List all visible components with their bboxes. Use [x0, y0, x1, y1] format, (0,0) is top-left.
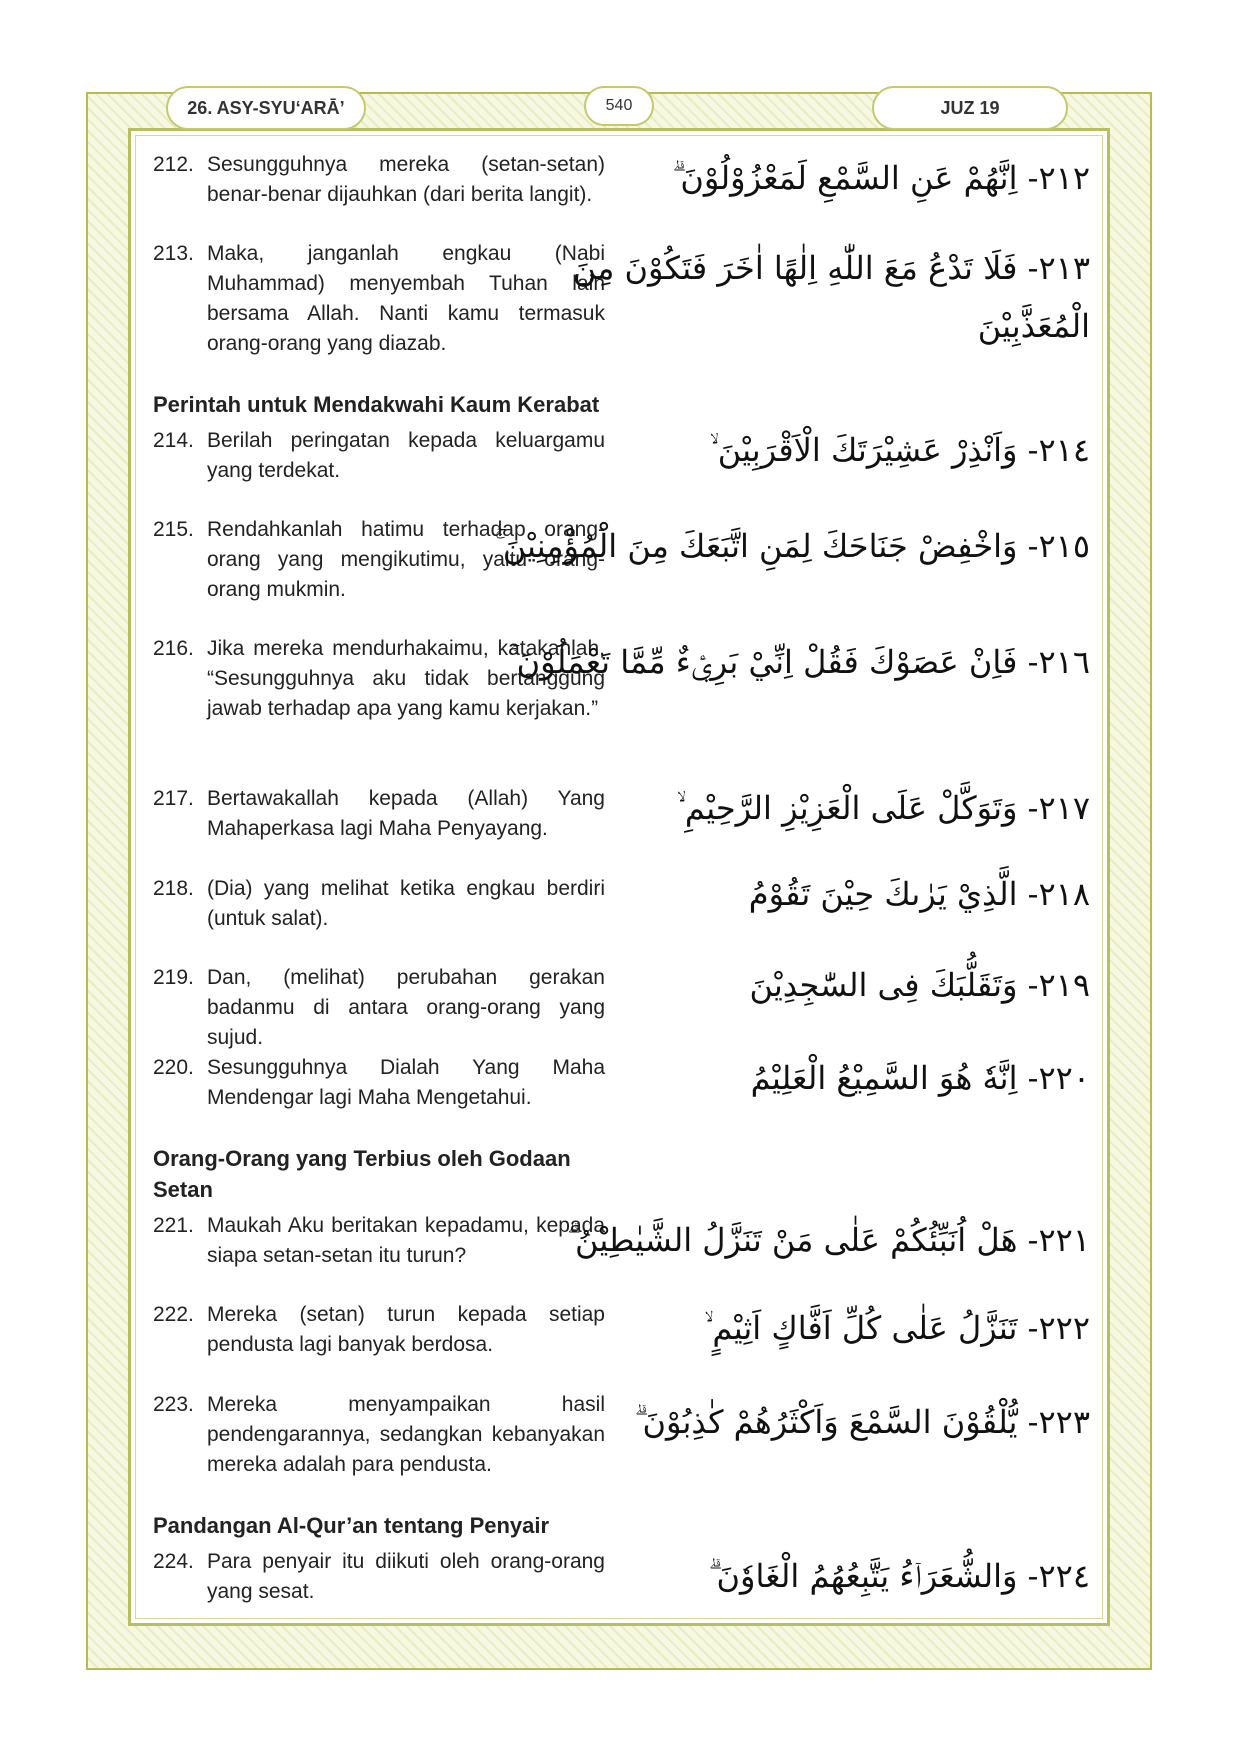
verse-translation: Sesungguhnya Dialah Yang Maha Mendengar lagi Maha Mengetahui. — [207, 1056, 605, 1109]
verse-arabic: ٢١٤- وَاَنْذِرْ عَشِيْرَتَكَ الْاَقْرَبِيْنَ ۙ — [709, 431, 1090, 469]
verse-arabic: ٢١٧- وَتَوَكَّلْ عَلَى الْعَزِيْزِ الرَّحِيْمِ ۙ — [676, 789, 1090, 827]
verse-arabic-continued: الْمُعَذَّبِيْنَ — [977, 307, 1090, 345]
verse-arabic: ٢١٨- الَّذِيْ يَرٰىكَ حِيْنَ تَقُوْمُ — [748, 875, 1090, 913]
verse-arabic: ٢٢٤- وَالشُّعَرَاۤءُ يَتَّبِعُهُمُ الْغَاوٗنَ ۗ — [708, 1557, 1090, 1595]
section-heading: Orang-Orang yang Terbius oleh Godaan Setan — [153, 1146, 571, 1202]
verse-number: 216. — [153, 637, 194, 660]
verse-number: 220. — [153, 1056, 194, 1079]
verse-arabic: ٢٢٢- تَنَزَّلُ عَلٰى كُلِّ اَفَّاكٍ اَثِيْمٍ ۙ — [704, 1309, 1090, 1347]
verse-number: 224. — [153, 1550, 194, 1573]
verse-number: 217. — [153, 787, 194, 810]
verse-arabic: ٢٢٠- اِنَّهٗ هُوَ السَّمِيْعُ الْعَلِيْمُ — [750, 1059, 1090, 1097]
verse-translation: Bertawakallah kepada (Allah) Yang Mahaperkasa lagi Maha Penyayang. — [207, 787, 605, 840]
verse-translation: Mereka (setan) turun kepada setiap pendusta lagi banyak berdosa. — [207, 1303, 605, 1356]
verse-number: 215. — [153, 518, 194, 541]
verse-number: 221. — [153, 1214, 194, 1237]
section-heading: Pandangan Al-Qur’an tentang Penyair — [153, 1513, 550, 1538]
verse-number: 212. — [153, 153, 194, 176]
surah-title: 26. ASY-SYU‘ARĀ’ — [166, 86, 366, 130]
verse-number: 213. — [153, 242, 194, 265]
verse-arabic: ٢١٥- وَاخْفِضْ جَنَاحَكَ لِمَنِ اتَّبَعَكَ مِنَ الْمُؤْمِنِيْنَ ۚ — [494, 527, 1090, 565]
verse-translation: Maukah Aku beritakan kepadamu, kepada siapa setan-setan itu turun? — [207, 1214, 605, 1267]
verse-number: 219. — [153, 966, 194, 989]
verse-arabic: ٢٢١- هَلْ اُنَبِّئُكُمْ عَلٰى مَنْ تَنَزَّلُ الشَّيٰطِيْنُ ۗ — [566, 1221, 1090, 1259]
verse-translation: Dan, (melihat) perubahan gerakan badanmu di antara orang-orang yang sujud. — [207, 966, 605, 1049]
verse-arabic: ٢١٦- فَاِنْ عَصَوْكَ فَقُلْ اِنِّيْ بَرِيْۤءٌ مِّمَّا تَعْمَلُوْنَ ۚ — [508, 643, 1090, 681]
verse-arabic: ٢١٢- اِنَّهُمْ عَنِ السَّمْعِ لَمَعْزُوْلُوْنَ ۗ — [672, 159, 1090, 197]
verse-translation: Maka, janganlah engkau (Nabi Muhammad) menyembah Tuhan lain bersama Allah. Nanti kamu termasuk orang-orang yang diazab. — [207, 242, 605, 355]
verse-translation: Jika mereka mendurhakaimu, katakanlah, “Sesungguhnya aku tidak bertanggung jawab terhadap apa yang kamu kerjakan.” — [207, 637, 605, 720]
verse-translation: Sesungguhnya mereka (setan-setan) benar-benar dijauhkan (dari berita langit). — [207, 153, 605, 206]
verse-translation: Rendahkanlah hatimu terhadap orang-orang yang mengikutimu, yaitu orang-orang mukmin. — [207, 518, 605, 601]
verse-arabic: ٢١٣- فَلَا تَدْعُ مَعَ اللّٰهِ اِلٰهًا اٰخَرَ فَتَكُوْنَ مِنَ — [572, 249, 1090, 287]
verse-arabic: ٢٢٣- يُّلْقُوْنَ السَّمْعَ وَاَكْثَرُهُمْ كٰذِبُوْنَ ۗ — [634, 1403, 1090, 1441]
verse-translation: (Dia) yang melihat ketika engkau berdiri (untuk salat). — [207, 877, 605, 930]
verse-number: 223. — [153, 1393, 194, 1416]
section-heading: Perintah untuk Mendakwahi Kaum Kerabat — [153, 392, 600, 417]
verse-translation: Berilah peringatan kepada keluargamu yang terdekat. — [207, 429, 605, 482]
verse-arabic: ٢١٩- وَتَقَلُّبَكَ فِى السّٰجِدِيْنَ — [749, 966, 1090, 1004]
verse-translation: Mereka menyampaikan hasil pendengarannya, sedangkan kebanyakan mereka adalah para pendusta. — [207, 1393, 605, 1476]
page-number: 540 — [584, 86, 654, 126]
verse-number: 214. — [153, 429, 194, 452]
juz-label: JUZ 19 — [872, 86, 1068, 130]
verse-number: 218. — [153, 877, 194, 900]
verse-translation: Para penyair itu diikuti oleh orang-orang yang sesat. — [207, 1550, 605, 1603]
verse-number: 222. — [153, 1303, 194, 1326]
